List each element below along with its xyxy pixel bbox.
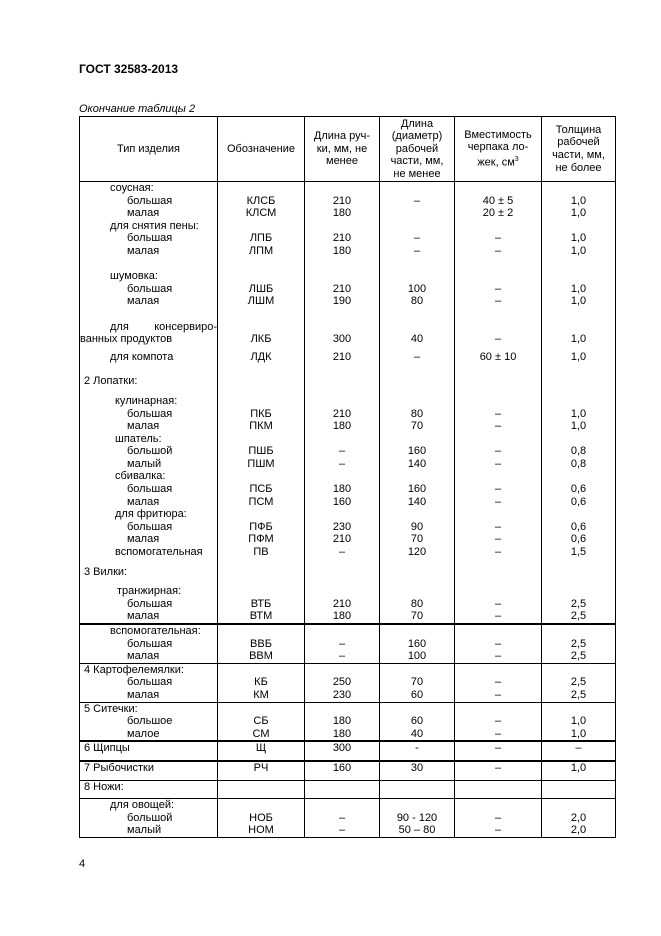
cell-handle-length: 210 180 210 180 210 190 300 210: [305, 182, 380, 369]
table-row: 4 Картофелемялки: большая малая КБ КМ 250 230 70 60 – – 2,5 2,5: [80, 663, 616, 702]
products-table: [79, 116, 616, 838]
col-header-designation: Обозначение: [218, 117, 305, 182]
col-header-thickness: Толщина рабочей части, мм, не более: [542, 117, 616, 182]
cell-type: 2 Лопатки: кулинарная: большая малая шпатель: большой малый сбивалка: большая малая для фритюра: большая малая вспомогательная 3 Вилки: транжирная: большая малая: [80, 368, 218, 624]
cell-thickness: 1,0 1,0 0,8 0,8 0,6 0,6 0,6 0,6 1,5 2,5 2,5: [542, 368, 616, 624]
table-row: 6 Щипцы Щ 300 - – –: [80, 741, 616, 761]
table-header-row: [80, 117, 616, 182]
table-row: 8 Ножи:: [80, 780, 616, 799]
table-row: [80, 182, 616, 369]
cell-designation: ПКБ ПКМ ПШБ ПШМ ПСБ ПСМ ПФБ ПФМ ПВ ВТБ ВТМ: [218, 368, 305, 624]
cell-type: соусная: большая малая для снятия пены: большая малая шумовка: большая малая для консервиро- ванных продуктов для компота: [80, 182, 218, 369]
page-number: 4: [79, 858, 86, 870]
document-header: ГОСТ 32583-2013: [79, 62, 179, 76]
cell-capacity: – – – – – – – – – – –: [455, 368, 542, 624]
table-row: для овощей: большой малый НОБ НОМ – – 90 - 120 50 – 80 – – 2,0 2,0: [80, 799, 616, 838]
table-row: 5 Ситечки: большое малое СБ СМ 180 180 60 40 – – 1,0 1,0: [80, 702, 616, 741]
col-header-work-length: Длина (диаметр) рабочей части, мм, не менее: [380, 117, 455, 182]
table-row: 7 Рыбочистки РЧ 160 30 – 1,0: [80, 761, 616, 780]
table-row: [80, 368, 616, 624]
cell-handle-length: 210 180 – – 180 160 230 210 – 210 180: [305, 368, 380, 624]
col-header-type: Тип изделия: [80, 117, 218, 182]
col-header-handle-length: Длина руч- ки, мм, не менее: [305, 117, 380, 182]
cell-designation: КЛСБ КЛСМ ЛПБ ЛПМ ЛШБ ЛШМ ЛКБ ЛДК: [218, 182, 305, 369]
table-row: вспомогательная: большая малая ВВБ ВВМ – – 160 100 – – 2,5 2,5: [80, 624, 616, 663]
col-header-capacity: Вместимость черпака ло- жек, $см^3$: [455, 117, 542, 182]
cell-capacity: 40 ± 5 20 ± 2 – – – – – 60 ± 10: [455, 182, 542, 369]
table-caption: Окончание таблицы 2: [79, 103, 196, 115]
cell-work-length: 80 70 160 140 160 140 90 70 120 80 70: [380, 368, 455, 624]
cell-thickness: 1,0 1,0 1,0 1,0 1,0 1,0 1,0 1,0: [542, 182, 616, 369]
cell-work-length: – – – 100 80 40 –: [380, 182, 455, 369]
